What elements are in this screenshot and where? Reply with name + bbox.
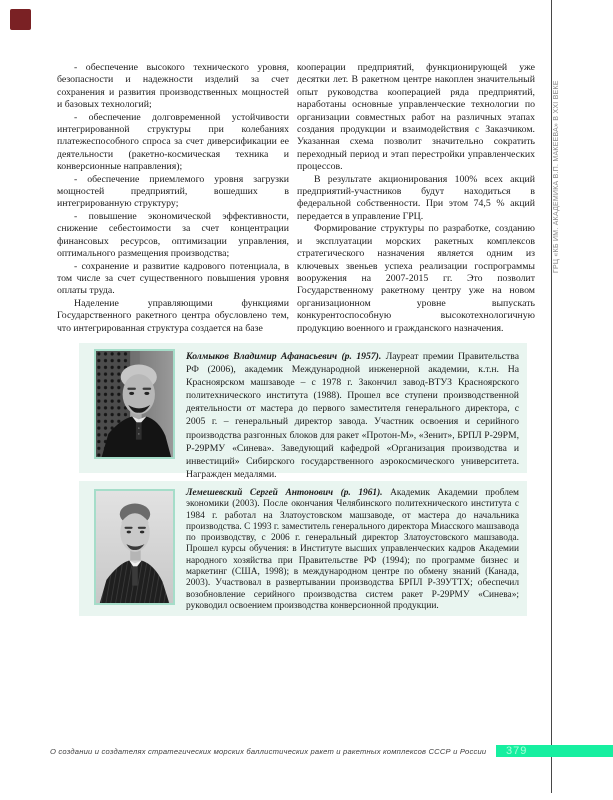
bio-name: Лемешевский Сергей Антонович (р. 1961).	[186, 488, 383, 498]
bio-text-block	[186, 350, 519, 481]
paragraph: кооперации предприятий, функционирующей уже десятки лет. В ракетном центре накоплен значительный опыт руководства кооперацией ряда предприятий, наработаны основные управленческие технологии по организации совместных работ на различных этапах создания продукции и взаимодействия с Заказчиком. Указанная схема позволит значительно сократить переходный период и этап перестройки управленческих процессов.	[297, 62, 535, 173]
corner-marker-square	[10, 9, 31, 30]
paragraph: - обеспечение приемлемого уровня загрузки мощностей предприятий, вошедших в интегрированную структуру;	[57, 173, 289, 210]
bio-name: Колмыков Владимир Афанасьевич (р. 1957).	[186, 351, 382, 362]
bio-card-kolmykov	[79, 343, 527, 480]
article-left-column	[57, 62, 289, 335]
bio-body: Академик Академии проблем экономики (2003). После окончания Челябинского политехнического института с 1984 г. работал на Златоустовском машзаводе, от мастера до начальника производства. С 1993 г. заместитель генерального директора Миасского машзавода по производству, с 2006 г. генеральный директор Златоустовского машзавода. Прошел курсы обучения: в Институте высших управленческих кадров Академии народного хозяйства при Правительстве РФ (1994); по программе бизнес и маркетинг (США, 1998); в международном центре по обмену знаний (Канада, 2003). Участвовал в развертывании производства БРПЛ Р-39УТТХ; обеспечил возобновление серийного производства систем ракет Р-29РМУ «Синева»; руководил освоением производства конверсионной продукции.	[186, 488, 519, 611]
paragraph: - обеспечение долговременной устойчивости интегрированной структуры при колебаниях платежеспособного спроса за счет диверсификации ее деятельности (ракетно-космическая техника и конверсионные направления);	[57, 111, 289, 173]
bio-text-block	[186, 488, 519, 612]
page-number: 379	[506, 745, 528, 757]
paragraph: Формирование структуры по разработке, созданию и эксплуатации морских ракетных комплексов стратегического назначения является одним из ключевых звеньев успеха реализации госпрограммы вооружения на 2007-2015 гг. Это позволит Государственному ракетному центру уже на новом организационном уровне выпускать конкурентоспособную высокотехнологичную продукцию военного и гражданского назначения.	[297, 223, 535, 334]
paragraph: - сохранение и развитие кадрового потенциала, в том числе за счет существенного повышения уровня оплаты труда.	[57, 260, 289, 297]
bio-body: Лауреат премии Правительства РФ (2006), академик Международной инженерной академии, к.т.н. На Красноярском машзаводе – с 1978 г. Закончил завод-ВТУЗ Красноярского политехнического института (1988). Прошел все ступени производственной деятельности от мастера до первого заместителя генерального директора, с 2005 г. – генеральный директор завода. Участник освоения и серийного производства разгонных блоков для ракет «Протон-М», «Зенит», БРПЛ Р-29РМ, Р-29РМУ «Синева». Заведующий кафедрой «Организация производства и инвестиций» Сибирского государственного аэрокосмического университета. Награжден медалями.	[186, 351, 519, 480]
paragraph: - повышение экономической эффективности, снижение себестоимости за счет концентрации финансовых ресурсов, оптимизации управления, оптимального размещения производства;	[57, 210, 289, 260]
page-number-badge	[496, 745, 613, 757]
sidebar-vertical-title: ГРЦ «КБ ИМ. АКАДЕМИКА В.П. МАКЕЕВА» В XXI ВЕКЕ	[553, 80, 560, 273]
paragraph: В результате акционирования 100% всех акций предприятий-участников будут находиться в федеральной собственности. При этом 74,5 % акций передается в управление ГРЦ.	[297, 173, 535, 222]
portrait-photo-lemeshevsky	[94, 489, 175, 605]
footer-running-title: О создании и создателях стратегических морских баллистических ракет и ракетных комплексов СССР и России	[50, 747, 487, 756]
portrait-photo-kolmykov	[94, 349, 175, 459]
paragraph: - обеспечение высокого технического уровня, безопасности и надежности изделий за счет сохранения и развития производственных мощностей и базовых технологий;	[57, 62, 289, 111]
article-right-column	[297, 62, 535, 335]
paragraph: Наделение управляющими функциями Государственного ракетного центра обусловлено тем, что интегрированная структура создается на базе	[57, 297, 289, 334]
sidebar-vertical-rule	[551, 0, 552, 793]
bio-card-lemeshevsky	[79, 481, 527, 616]
